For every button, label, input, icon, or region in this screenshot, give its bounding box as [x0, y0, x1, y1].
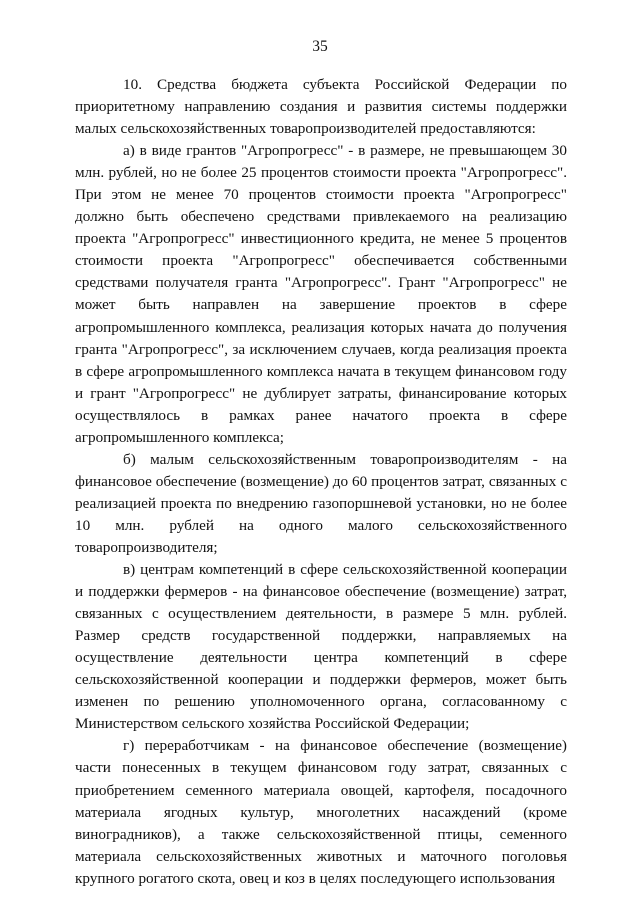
- paragraph-c-competence-centers: в) центрам компетенций в сфере сельскохозяйственной кооперации и поддержки фермеров - на финансовое обеспечение (возмещение) затрат, связанных с осуществлением деятельности, в размере 5 млн. рублей. Размер средств государственной поддержки, направляемых на осуществление деятельности центра компетенций в сфере сельскохозяйственной кооперации и поддержки фермеров, может быть изменен по решению уполномоченного органа, согласованному с Министерством сельского хозяйства Российской Федерации;: [75, 561, 567, 733]
- paragraph-a-agroprogress-grants: а) в виде грантов "Агропрогресс" - в размере, не превышающем 30 млн. рублей, но не более 25 процентов стоимости проекта "Агропрогресс". При этом не менее 70 процентов стоимости проекта "Агропрогресс" должно быть обеспечено средствами привлекаемого на реализацию проекта "Агропрогресс" инвестиционного кредита, не менее 5 процентов стоимости проекта "Агропрогресс" обеспечивается собственными средствами получателя гранта "Агропрогресс". Грант "Агропрогресс" не может быть направлен на завершение проектов в сфере агропромышленного комплекса, реализация которых начата до получения гранта "Агропрогресс", за исключением случаев, когда реализация проекта в сфере агропромышленного комплекса начата в текущем финансовом году и грант "Агропрогресс" не дублирует затраты, финансирование которых осуществлялось в рамках ранее начатого проекта в сфере агропромышленного комплекса;: [75, 142, 567, 446]
- paragraph-b-small-producers: б) малым сельскохозяйственным товаропроизводителям - на финансовое обеспечение (возмещение) до 60 процентов затрат, связанных с реализацией проекта по внедрению газопоршневой установки, но не более 10 млн. рублей на одного малого сельскохозяйственного товаропроизводителя;: [75, 450, 567, 556]
- document-body: [75, 74, 567, 890]
- page-number: 35: [312, 38, 328, 55]
- paragraph-10-intro: 10. Средства бюджета субъекта Российской Федерации по приоритетному направлению создания и развития системы поддержки малых сельскохозяйственных товаропроизводителей предоставляются:: [75, 76, 567, 138]
- paragraph-d-processors: г) переработчикам - на финансовое обеспечение (возмещение) части понесенных в текущем финансовом году затрат, связанных с приобретением семенного материала овощей, картофеля, посадочного материала ягодных культур, многолетних насаждений (кроме виноградников), а также сельскохозяйственной птицы, семенного материала сельскохозяйственных животных и маточного поголовья крупного рогатого скота, овец и коз в целях последующего использования: [75, 737, 567, 887]
